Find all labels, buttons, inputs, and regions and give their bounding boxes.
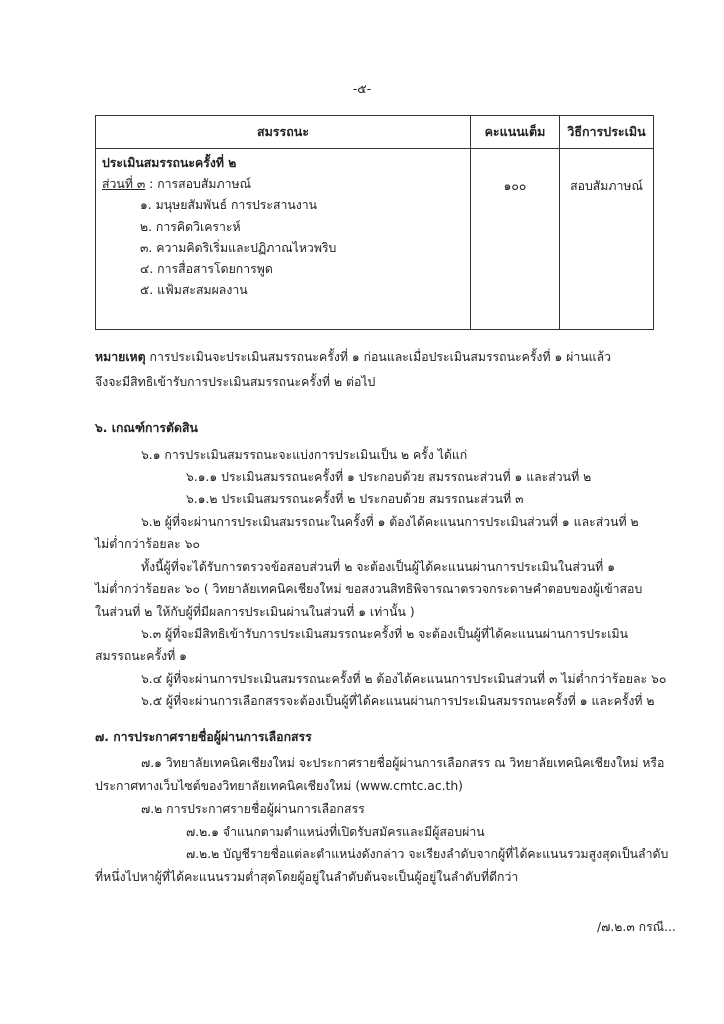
- section-6-line: ไม่ต่ำกว่าร้อยละ ๖๐: [95, 537, 200, 551]
- note-text-1: การประเมินจะประเมินสมรรถนะครั้งที่ ๑ ก่อนและเมื่อประเมินสมรรถนะครั้งที่ ๑ ผ่านแล้ว: [145, 350, 612, 364]
- note-line-2: จึงจะมีสิทธิเข้ารับการประเมินสมรรถนะครั้งที่ ๒ ต่อไป: [95, 375, 376, 389]
- table-row: [96, 149, 654, 330]
- section-7-line: ๗.๒.๒ บัญชีรายชื่อแต่ละตำแหน่งดังกล่าว จะเรียงลำดับจากผู้ที่ได้คะแนนรวมสูงสุดเป็นลำดับ: [186, 847, 669, 861]
- section-6-line: ๖.๔ ผู้ที่จะผ่านการประเมินสมรรถนะครั้งที่ ๒ ต้องได้คะแนนการประเมินส่วนที่ ๓ ไม่ต่ำกว่าร้อยละ ๖๐: [141, 672, 667, 686]
- note-line-1: [95, 348, 611, 367]
- list-item: ๒. การคิดวิเคราะห์: [140, 219, 241, 234]
- section-6-line: ๖.๓ ผู้ที่จะมีสิทธิเข้ารับการประเมินสมรรถนะครั้งที่ ๒ จะต้องเป็นผู้ที่ได้คะแนนผ่านการประเมิน: [141, 627, 628, 641]
- header-full-score: คะแนนเต็ม: [471, 116, 560, 149]
- page-number: -๕-: [352, 81, 372, 96]
- list-item: ๓. ความคิดริเริ่มและปฏิภาณไหวพริบ: [140, 240, 337, 255]
- competency-cell: [96, 149, 471, 330]
- section-7-line: ๗.๑ วิทยาลัยเทคนิคเชียงใหม่ จะประกาศรายชื่อผู้ผ่านการเลือกสรร ณ วิทยาลัยเทคนิคเชียงใหม่ หรือ: [141, 756, 665, 770]
- header-competency: สมรรถนะ: [96, 116, 471, 149]
- note-label: หมายเหตุ: [95, 350, 146, 364]
- continuation-marker: /๗.๒.๓ กรณี...: [597, 920, 676, 934]
- header-method: วิธีการประเมิน: [560, 116, 654, 149]
- section-7-line: ประกาศทางเว็บไซต์ของวิทยาลัยเทคนิคเชียงใหม่ (www.cmtc.ac.th): [95, 779, 463, 793]
- list-item: ๑. มนุษยสัมพันธ์ การประสานงาน: [140, 198, 318, 213]
- section-7-line: ที่หนึ่งไปหาผู้ที่ได้คะแนนรวมต่ำสุดโดยผู้อยู่ในลำดับต้นจะเป็นผู้อยู่ในลำดับที่ดีกว่า: [95, 870, 519, 884]
- list-item: ๔. การสื่อสารโดยการพูด: [140, 262, 273, 277]
- part-text: : การสอบสัมภาษณ์: [145, 177, 251, 192]
- section-7-heading: ๗. การประกาศรายชื่อผู้ผ่านการเลือกสรร: [95, 730, 312, 744]
- section-6-line: ๖.๑ การประเมินสมรรถนะจะแบ่งการประเมินเป็น ๒ ครั้ง ได้แก่: [141, 448, 468, 462]
- section-6-line: ทั้งนี้ผู้ที่จะได้รับการตรวจข้อสอบส่วนที่ ๒ จะต้องเป็นผู้ได้คะแนนผ่านการประเมินในส่วนที่ ๑: [141, 560, 616, 574]
- part-label: ส่วนที่ ๓: [102, 177, 146, 192]
- section-6-line: ๖.๕ ผู้ที่จะผ่านการเลือกสรรจะต้องเป็นผู้ที่ได้คะแนนผ่านการประเมินสมรรถนะครั้งที่ ๑ และครั้งที่ ๒: [141, 694, 655, 708]
- section-6-line: ๖.๒ ผู้ที่จะผ่านการประเมินสมรรถนะในครั้งที่ ๑ ต้องได้คะแนนการประเมินส่วนที่ ๑ และส่วนที่ ๒: [141, 515, 639, 529]
- list-item: ๕. แฟ้มสะสมผลงาน: [140, 283, 248, 298]
- score-cell: ๑๐๐: [471, 149, 560, 330]
- table-header-row: [96, 116, 654, 149]
- section-7-line: ๗.๒.๑ จำแนกตามตำแหน่งที่เปิดรับสมัครและมีผู้สอบผ่าน: [186, 825, 485, 839]
- section-6-line: ๖.๑.๑ ประเมินสมรรถนะครั้งที่ ๑ ประกอบด้วย สมรรถนะส่วนที่ ๑ และส่วนที่ ๒: [186, 470, 592, 484]
- row-title: ประเมินสมรรถนะครั้งที่ ๒: [102, 156, 237, 170]
- section-6-line: ในส่วนที่ ๒ ให้กับผู้ที่มีผลการประเมินผ่านในส่วนที่ ๑ เท่านั้น ): [95, 605, 415, 619]
- part-line: [102, 174, 470, 195]
- section-7-line: ๗.๒ การประกาศรายชื่อผู้ผ่านการเลือกสรร: [141, 802, 365, 816]
- section-6-line: ไม่ต่ำกว่าร้อยละ ๖๐ ( วิทยาลัยเทคนิคเชียงใหม่ ขอสงวนสิทธิพิจารณาตรวจกระดาษคำตอบของผู้เข้าสอบ: [95, 582, 643, 596]
- section-6-line: สมรรถนะครั้งที่ ๑: [95, 649, 187, 663]
- section-6-heading: ๖. เกณฑ์การตัดสิน: [95, 421, 198, 435]
- method-cell: สอบสัมภาษณ์: [560, 149, 654, 330]
- section-6-line: ๖.๑.๒ ประเมินสมรรถนะครั้งที่ ๒ ประกอบด้วย สมรรถนะส่วนที่ ๓: [186, 492, 524, 506]
- competency-table: [95, 115, 654, 330]
